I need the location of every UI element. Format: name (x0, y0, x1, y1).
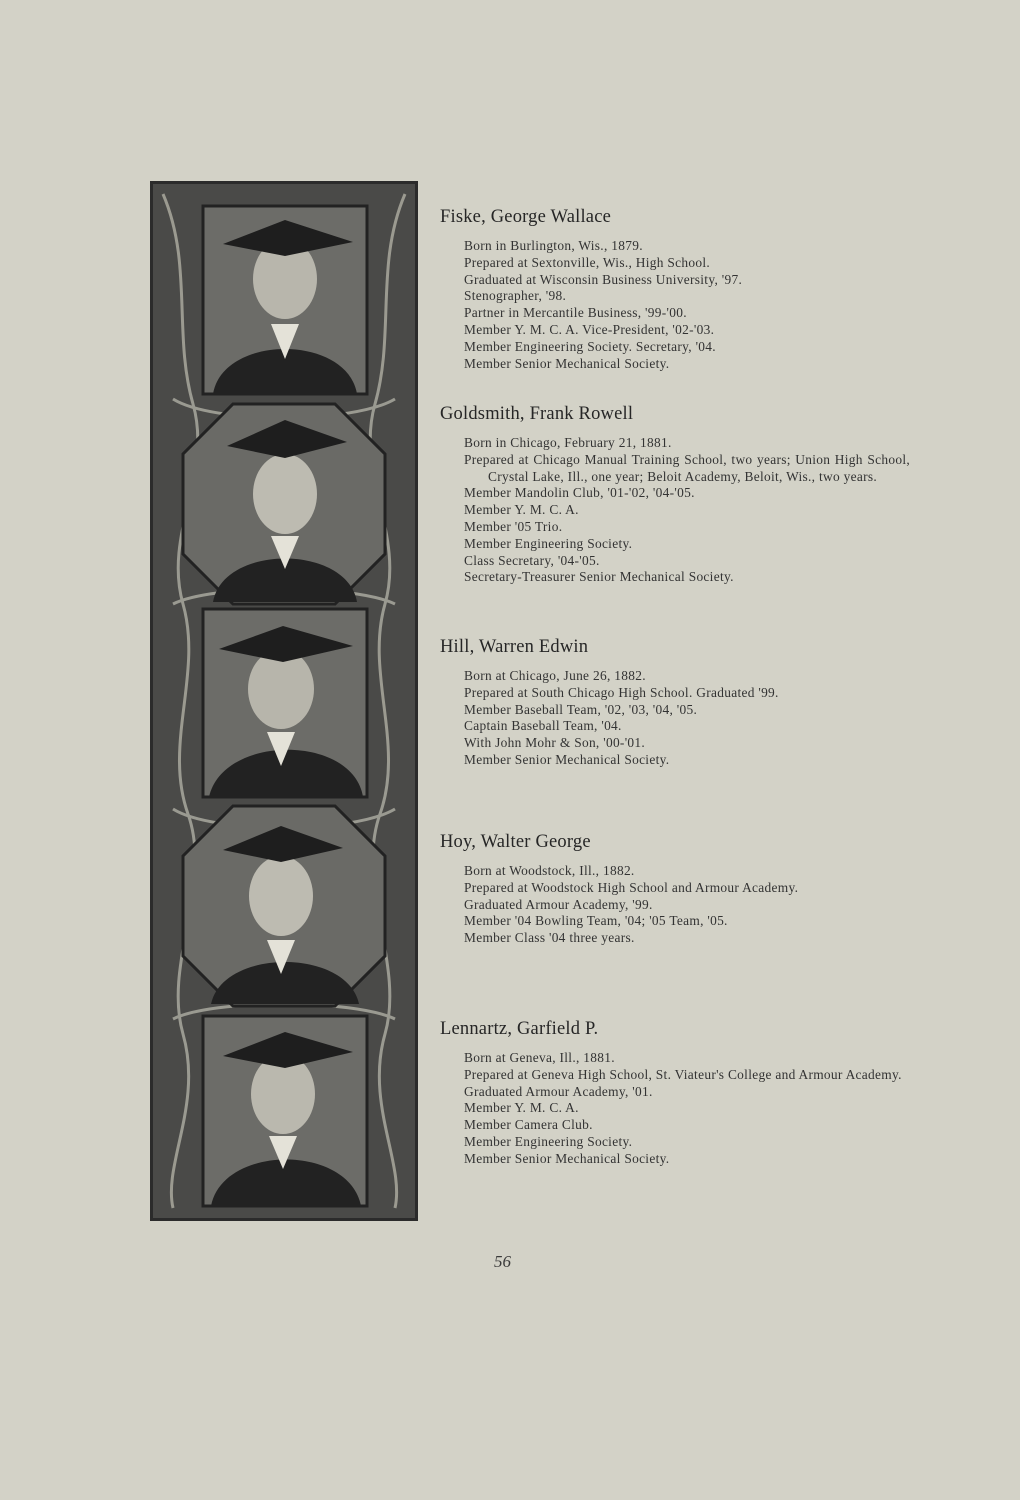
biography-line: Partner in Mercantile Business, '99-'00. (464, 305, 687, 321)
portrait-photo-2 (183, 404, 385, 604)
portrait-strip (150, 181, 418, 1221)
biography-entry (440, 404, 910, 586)
biography-line: Prepared at South Chicago High School. Graduated '99. (464, 684, 779, 700)
biography-lines (440, 435, 910, 586)
biography-line: Member Engineering Society. (464, 1133, 633, 1149)
biography-line: Stenographer, '98. (464, 288, 567, 304)
biography-line: Secretary-Treasurer Senior Mechanical Society. (464, 569, 734, 585)
biography-lines (440, 1050, 910, 1168)
biography-line: Member Mandolin Club, '01-'02, '04-'05. (464, 485, 695, 501)
biography-line: Born in Burlington, Wis., 1879. (464, 238, 643, 253)
biography-line: Member Senior Mechanical Society. (464, 751, 670, 767)
portrait-photo-3 (203, 609, 367, 797)
student-name: Hoy, Walter George (440, 832, 591, 852)
biography-line: With John Mohr & Son, '00-'01. (464, 735, 646, 751)
biography-line: Prepared at Woodstock High School and Armour Academy. (464, 879, 799, 895)
student-name: Fiske, George Wallace (440, 207, 612, 227)
biography-line: Prepared at Chicago Manual Training School, two years; Union High School, Crystal Lake, Ill., one year; Beloit Academy, Beloit, Wis., two years. (464, 451, 910, 484)
student-name: Hill, Warren Edwin (440, 637, 589, 657)
biography-line: Member Engineering Society. Secretary, '04. (464, 338, 716, 354)
biography-lines (440, 668, 910, 769)
biography-line: Member Y. M. C. A. (464, 502, 579, 518)
portrait-photo-4 (183, 806, 385, 1006)
biography-lines (440, 238, 910, 372)
biography-line: Member Class '04 three years. (464, 930, 635, 946)
page-number: 56 (494, 1252, 511, 1271)
portrait-photo-5 (203, 1016, 367, 1206)
biography-line: Member Engineering Society. (464, 535, 633, 551)
biography-line: Member Senior Mechanical Society. (464, 1150, 670, 1166)
biography-line: Born at Chicago, June 26, 1882. (464, 668, 646, 683)
biography-line: Member Baseball Team, '02, '03, '04, '05. (464, 701, 698, 717)
biography-entry (440, 832, 910, 947)
biography-line: Member Y. M. C. A. Vice-President, '02-'03. (464, 321, 715, 337)
biography-line: Graduated Armour Academy, '01. (464, 1083, 653, 1099)
biography-line: Captain Baseball Team, '04. (464, 718, 622, 734)
biography-line: Graduated at Wisconsin Business University, '97. (464, 271, 743, 287)
biography-line: Prepared at Geneva High School, St. Viateur's College and Armour Academy. (464, 1066, 902, 1082)
ornamental-frame (153, 184, 415, 1218)
portrait-photo-1 (203, 206, 367, 394)
biography-line: Born at Woodstock, Ill., 1882. (464, 863, 635, 878)
student-name: Lennartz, Garfield P. (440, 1019, 599, 1039)
biography-lines (440, 863, 910, 947)
biography-line: Prepared at Sextonville, Wis., High School. (464, 254, 711, 270)
biography-entry (440, 637, 910, 769)
biography-entry (440, 1019, 910, 1168)
biography-line: Member '05 Trio. (464, 518, 563, 534)
biography-line: Member Camera Club. (464, 1117, 593, 1133)
biography-line: Member '04 Bowling Team, '04; '05 Team, '05. (464, 913, 728, 929)
biography-line: Member Y. M. C. A. (464, 1100, 579, 1116)
biography-line: Class Secretary, '04-'05. (464, 552, 600, 568)
biography-line: Born at Geneva, Ill., 1881. (464, 1050, 615, 1065)
student-name: Goldsmith, Frank Rowell (440, 404, 634, 424)
biography-line: Born in Chicago, February 21, 1881. (464, 435, 672, 450)
biography-line: Graduated Armour Academy, '99. (464, 896, 653, 912)
biography-line: Member Senior Mechanical Society. (464, 355, 670, 371)
biography-entry (440, 207, 910, 372)
